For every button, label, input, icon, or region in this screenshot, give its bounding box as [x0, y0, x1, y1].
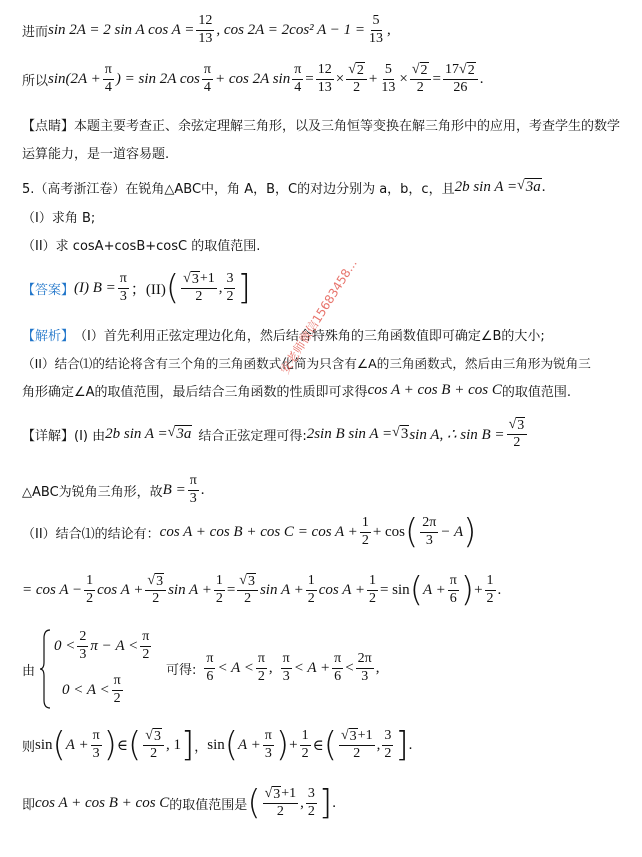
punct: , [300, 794, 304, 811]
punct: . [408, 736, 413, 753]
math-expr: 2b sin A = [105, 425, 168, 442]
fraction: $\frac{1}{2}$ [307, 573, 315, 606]
paren-left: ( [323, 725, 337, 765]
punct: . [541, 178, 546, 195]
review-line-2 [22, 140, 642, 164]
math-expr: cos A + [318, 581, 365, 598]
line-sin-sum [22, 56, 642, 102]
math-expr: cos A + cos B + cos C [35, 794, 170, 811]
math-expr: 2b sin A = [454, 178, 518, 195]
fraction: $\frac{\pi}{4}$ [294, 62, 302, 95]
fraction: $\frac{12}{13}$ [317, 62, 332, 95]
punct: ， [194, 739, 208, 755]
fraction: $\frac{\pi}{4}$ [104, 62, 112, 95]
fraction: $\frac{1}{2}$ [486, 573, 494, 606]
analysis-text: （I）首先利用正弦定理边化角，然后结合特殊角的三角函数值即可确定∠B的大小; [74, 328, 545, 344]
question-5 [22, 174, 642, 200]
question-5-part-ii [22, 232, 642, 256]
math-expr: < [345, 659, 354, 676]
fraction: $\frac{\pi}{2}$ [257, 651, 265, 684]
result-ranges [166, 648, 380, 688]
analysis-text: （II）结合⑴的结论将含有三个角的三角函数式化简为只含有∠A的三角函数式，然后由三角形为锐角三 [22, 355, 591, 371]
math-expr: sin A + [168, 581, 212, 598]
math-expr: + cos 2A sin [214, 70, 291, 87]
paren-left: ( [165, 268, 180, 308]
detail-text: (I) 由 [74, 428, 106, 444]
detail-line-1 [22, 414, 642, 454]
fraction: $\frac{2\pi}{3}$ [357, 651, 372, 684]
fraction: $\frac{\pi}{6}$ [449, 573, 457, 606]
analysis-text: 角形确定∠A的取值范围，最后结合三角函数的性质即可求得 [22, 384, 368, 400]
paren-right: ) [275, 725, 290, 765]
plus: + [474, 581, 483, 598]
fraction: √ 2 2 [346, 62, 367, 95]
watermark: 安老师微信15683458... [277, 256, 360, 377]
fraction: $\frac{\pi}{3}$ [119, 271, 127, 304]
math-expr: < A + [293, 659, 331, 676]
review-line-1 [22, 112, 642, 136]
math-expr: , 1 [165, 736, 181, 753]
review-tag: 【点睛】 [22, 118, 75, 134]
math-expr: = cos A − [22, 581, 83, 598]
fraction: √ 3 +1 2 [264, 786, 297, 819]
fraction: $\frac{5}{13}$ [381, 62, 396, 95]
bracket-right: ] [318, 783, 333, 823]
equals: = [226, 581, 236, 598]
math-expr: ) = sin 2A cos [115, 70, 200, 87]
detail-text: 即 [22, 797, 36, 813]
analysis-tag: 【解析】 [22, 328, 75, 344]
paren-left: ( [405, 512, 419, 552]
math-expr: cos A + [97, 581, 144, 598]
math-expr: , cos 2A = 2cos² A − 1 = [216, 21, 366, 38]
sqrt: √ 3a [517, 178, 541, 196]
math-expr: sin A, ∴ sin B = [409, 426, 505, 443]
left-brace-icon [38, 628, 52, 710]
sqrt: √ 3 [392, 425, 409, 443]
detail-text: （II）结合⑴的结论有： [22, 526, 160, 542]
fraction: √ 2 2 [410, 62, 431, 95]
paren-right: ) [463, 512, 477, 552]
times: × [399, 70, 408, 87]
paren-left: ( [52, 725, 66, 765]
plus: + [289, 736, 298, 753]
fraction: $\frac{\pi}{3}$ [92, 728, 100, 761]
paren-left: ( [224, 725, 239, 765]
detail-text: 由 [22, 664, 36, 679]
analysis-line-3 [22, 378, 642, 402]
punct: . [497, 581, 502, 598]
paren-left: ( [247, 783, 261, 823]
fraction: $\frac{1}{2}$ [301, 728, 309, 761]
equals: = [432, 70, 442, 87]
fraction: $\frac{1}{2}$ [361, 515, 369, 548]
condition-2 [62, 670, 125, 710]
punct: . [332, 794, 336, 811]
analysis-line-2 [22, 350, 642, 374]
fraction: $\frac{\pi}{2}$ [142, 629, 150, 662]
detail-tag: 【详解】 [22, 428, 75, 444]
inequality-system [22, 624, 622, 714]
math-expr: ∈ [116, 737, 129, 754]
question-text: 5.（高考浙江卷）在锐角△ABC中，角 A，B，C的对边分别为 a，b，c，且 [22, 181, 455, 197]
question-part: （I）求角 B; [22, 210, 96, 226]
fraction: √ 3 +1 2 [183, 271, 215, 304]
fraction: $\frac{3}{2}$ [307, 786, 315, 819]
expansion-line [22, 568, 642, 612]
math-expr: < A < [217, 659, 254, 676]
math-expr: ∈ [312, 737, 324, 754]
answer-tag: 【答案】 [22, 282, 75, 298]
detail-text: △ABC为锐角三角形，故 [22, 484, 163, 500]
fraction: 17 √ 2 26 [443, 62, 478, 95]
math-expr: = sin [379, 581, 410, 598]
condition-1 [54, 626, 153, 666]
fraction: $\frac{\pi}{6}$ [334, 651, 342, 684]
math-expr: 0 < [54, 637, 76, 654]
review-text: 本题主要考查正、余弦定理解三角形，以及三角恒等变换在解三角形中的应用，考查学生的数学 [74, 118, 621, 134]
paren-left: ( [128, 725, 142, 765]
question-part: （II）求 cosA+cosB+cosC 的取值范围. [22, 238, 261, 254]
fraction: √ 3 +1 2 [340, 728, 373, 761]
fraction: $\frac{3}{2}$ [226, 271, 234, 304]
fraction: $\frac{\pi}{4}$ [203, 62, 211, 95]
fraction: $\frac{1}{2}$ [215, 573, 223, 606]
fraction: $\frac{5}{13}$ [369, 13, 384, 46]
punct: , [376, 736, 381, 753]
detail-text: 可得: [166, 662, 197, 678]
fraction: √ 3 2 [237, 573, 258, 606]
analysis-text: 的取值范围. [501, 384, 571, 400]
review-text: 运算能力，是一道容易题. [22, 146, 170, 162]
fraction: $\frac{\pi}{3}$ [189, 473, 197, 506]
sqrt: √ 3a [167, 425, 192, 443]
detail-text: 的取值范围是 [169, 797, 248, 813]
question-5-part-i [22, 204, 642, 228]
math-expr: 2sin B sin A = [306, 425, 393, 442]
math-expr: 0 < A < [62, 681, 110, 698]
fraction: $\frac{1}{2}$ [368, 573, 376, 606]
bracket-right: ] [395, 725, 409, 765]
fraction: √ 3 2 [143, 728, 164, 761]
math-expr: + cos [372, 523, 406, 540]
fraction: $\frac{\pi}{6}$ [206, 651, 214, 684]
analysis-line-1 [22, 322, 642, 346]
punct: , [218, 279, 223, 296]
math-expr: π − A < [90, 637, 139, 654]
punct: , [375, 659, 380, 676]
fraction: $\frac{3}{2}$ [384, 728, 392, 761]
math-expr: A + [65, 736, 89, 753]
fraction: √ 3 2 [507, 417, 528, 450]
math-expr: B = [162, 481, 186, 498]
plus: + [368, 70, 378, 87]
detail-ii-line-1 [22, 510, 642, 554]
fraction: $\frac{2}{3}$ [79, 629, 87, 662]
fraction: $\frac{\pi}{3}$ [282, 651, 290, 684]
math-expr: sin(2A + [48, 70, 101, 87]
math-expr: cos A + cos B + cos C [367, 381, 502, 398]
bracket-right: ] [237, 268, 251, 308]
punct: , [387, 21, 391, 38]
text-prefix: 所以 [22, 73, 49, 89]
paren-left: ( [409, 570, 423, 610]
math-expr: cos A + cos B + cos C = cos A + [159, 523, 358, 540]
detail-text: 结合正弦定理可得: [198, 428, 307, 444]
fraction: $\frac{2\pi}{3}$ [422, 515, 437, 548]
math-expr: sin [35, 736, 53, 753]
math-expr: sin A + [259, 581, 304, 598]
detail-text: 则 [22, 739, 36, 755]
final-line [22, 780, 642, 826]
bracket-right: ] [180, 725, 195, 765]
paren-right: ) [103, 725, 117, 765]
fraction: $\frac{\pi}{3}$ [264, 728, 272, 761]
math-expr: sin 2A = 2 sin A cos A = [48, 21, 195, 38]
math-expr: ；(II) [130, 281, 166, 298]
math-expr: = [305, 70, 314, 87]
math-expr: − A [440, 523, 464, 540]
fraction: $\frac{12}{13}$ [198, 13, 213, 46]
text-prefix: 进而 [22, 24, 49, 40]
math-expr: A + [422, 581, 446, 598]
fraction: $\frac{\pi}{2}$ [113, 673, 121, 706]
line-sin2a [22, 10, 642, 50]
fraction: √ 3 2 [145, 573, 166, 606]
detail-line-2 [22, 470, 642, 510]
punct: . [200, 481, 205, 498]
math-expr: sin [207, 736, 225, 753]
math-expr: A + [238, 736, 261, 753]
punct: , [268, 659, 273, 676]
fraction: $\frac{1}{2}$ [86, 573, 94, 606]
punct: . [479, 70, 484, 87]
math-expr: (I) B = [74, 279, 116, 296]
paren-right: ) [460, 570, 475, 610]
times: × [335, 70, 345, 87]
then-line [22, 722, 642, 768]
